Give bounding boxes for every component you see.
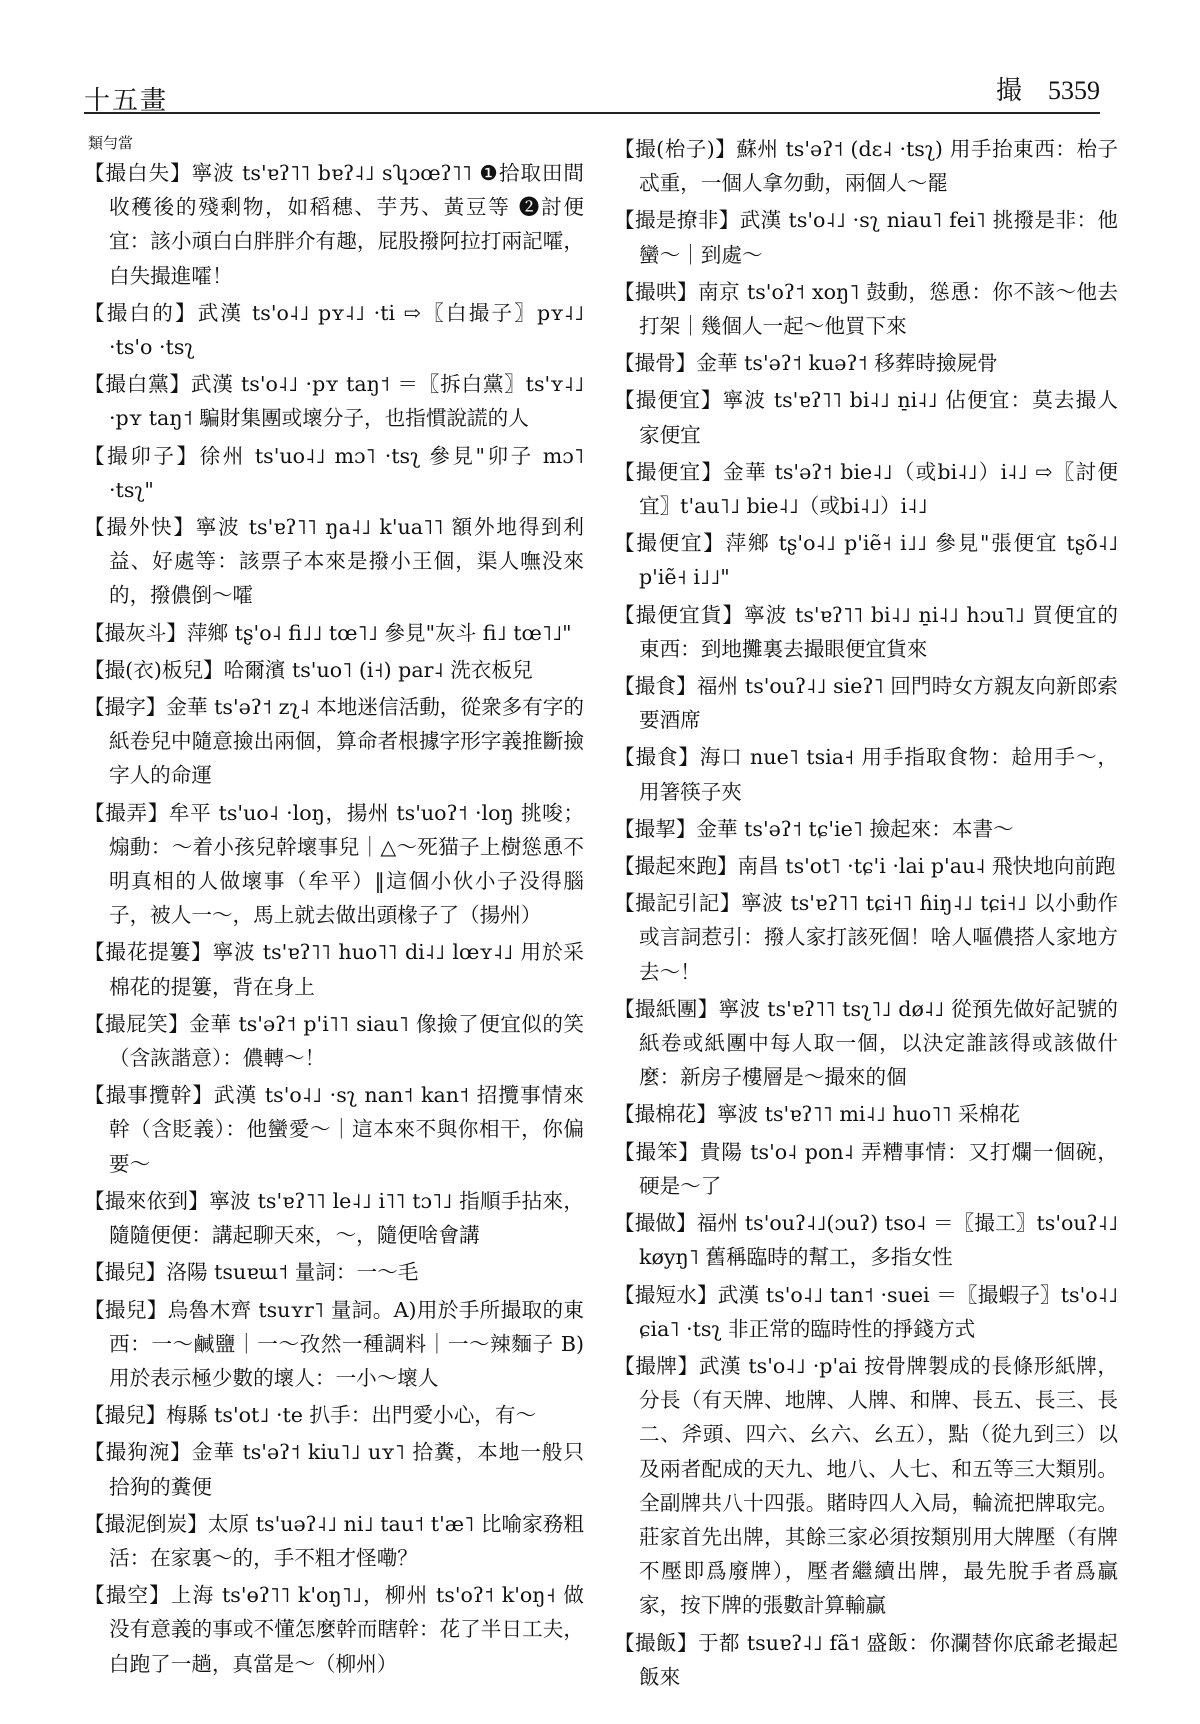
dictionary-entry: 【撮兒】梅縣 ts'ot˩ ·te 扒手：出門愛小心，有～ <box>84 1403 537 1428</box>
dictionary-entry: 【撮牌】武漢 ts'o˨˩ ·p'ai 按骨牌製成的長條形紙牌，分長（有天牌、地牌、人牌、和牌、長五、長三、長二、斧頭、四六、幺六、幺五），點（從九到三）以及兩者配成的天九、地八、人七、和五等三大類別。全副牌共八十四張。賭時四人入局，輪流把牌取完。莊家首先出牌，其餘三家必須按類別用大牌壓（有牌不壓即爲廢牌），壓者繼續出牌，最先脫手者爲贏家，按下牌的張數計算輸贏 <box>614 1353 1118 1618</box>
dictionary-entry: 【撮白黨】武漢 ts'o˨˩ ·pʏ taŋ˦ ＝〖拆白黨〗ts'ʏ˨˩ ·pʏ taŋ˦ 騙財集團或壞分子，也指慣說謊的人 <box>84 372 584 431</box>
dictionary-entry: 【撮是撩非】武漢 ts'o˨˩ ·sʅ niau˥ fei˥ 挑撥是非：他蠻～｜到處～ <box>614 208 1118 267</box>
dictionary-entry: 【撮骨】金華 ts'əʔ˦ kuəʔ˦ 移葬時撿屍骨 <box>614 351 998 376</box>
dictionary-entry: 【撮泥倒炭】太原 ts'uəʔ˨˩ ni˩ tau˦ t'æ˥ 比喻家務粗活：在家裏～的，手不粗才怪嘞？ <box>84 1511 584 1570</box>
dictionary-entry: 【撮白的】武漢 ts'o˨˩ pʏ˨˩ ·ti ⇨〖白撮子〗pʏ˨˩ ·ts'o ·tsʅ <box>84 300 584 360</box>
dictionary-entry: 【撮飯】于都 tsuɐʔ˨˩ fã˦ 盛飯：你瀾替你底爺老撮起飯來 <box>614 1630 1118 1689</box>
dictionary-entry: 【撮花提簍】寧波 ts'ɐʔ˥˥ huo˥˥ di˨˩ lœʏ˨˩ 用於采棉花的提簍，背在身上 <box>84 940 584 999</box>
dictionary-entry: 【撮字】金華 ts'əʔ˦ zʅ˨ 本地迷信活動，從衆多有字的紙卷兒中隨意撿出兩個，算命者根據字形字義推斷撿字人的命運 <box>84 695 584 788</box>
dictionary-entry: 【撮白失】寧波 ts'ɐʔ˥˥ bɐʔ˨˩ sʮɔœʔ˥˥ ❶拾取田間收穫後的殘剩物，如稻穗、芋艿、黃豆等 ❷討便宜：該小頑白白胖胖介有趣，屁股撥阿拉打兩記嚯，白失撮進嚯！ <box>84 161 584 288</box>
left-column <box>84 132 584 1712</box>
dictionary-entry: 【撮事攬幹】武漢 ts'o˨˩ ·sʅ nan˦ kan˦ 招攬事情來幹（含貶義）：他蠻愛～｜這本來不與你相干，你偏要～ <box>84 1083 584 1176</box>
dictionary-entry: 【撮(衣)板兒】哈爾濱 ts'uo˥ (i˧) par˨ 洗衣板兒 <box>84 657 533 682</box>
dictionary-entry: 【撮起來跑】南昌 ts'ot˥ ·tɕ'i ·lai p'au˨ 飛快地向前跑 <box>614 854 1116 879</box>
dictionary-entry: 【撮兒】洛陽 tsuɐɯ˦ 量詞：一～毛 <box>84 1260 419 1285</box>
dictionary-entry: 【撮屁笑】金華 ts'əʔ˦ p'i˥˥ siau˥ 像撿了便宜似的笑（含詼諧意）：儂轉～！ <box>84 1011 584 1071</box>
dictionary-entry: 【撮外快】寧波 ts'ɐʔ˥˥ ŋa˨˩ k'ua˥˥ 額外地得到利益、好處等：該票子本來是撥小王個，渠人嘸没來的，撥儂倒～嚯 <box>84 515 584 608</box>
dictionary-entry: 【撮挈】金華 ts'əʔ˦ tɕ'ie˥ 撿起來：本書～ <box>614 816 1014 841</box>
dictionary-entry: 【撮狗涴】金華 ts'əʔ˦ kiu˥˩ uʏ˥ 拾糞，本地一般只拾狗的糞便 <box>84 1440 584 1499</box>
dictionary-entry: 【撮紙團】寧波 ts'ɐʔ˥˥ tsʅ˥˩ dø˨˩ 從預先做好記號的紙卷或紙團中每人取一個，以決定誰該得或該做什麼：新房子樓層是～撮來的個 <box>614 996 1118 1090</box>
dictionary-entry: 【撮來依到】寧波 ts'ɐʔ˥˥ le˨˩ i˥˥ tɔ˥˩ 指順手拈來，隨隨便便：講起聊天來，～，隨便啥會講 <box>84 1188 584 1248</box>
dictionary-entry: 【撮短水】武漢 ts'o˨˩ tan˦ ·suei ＝〖撮蝦子〗ts'o˨˩ ɕia˥ ·tsʅ 非正常的臨時性的掙錢方式 <box>614 1282 1118 1341</box>
dictionary-entry: 【撮記引記】寧波 ts'ɐʔ˥˥ tɕi˧˥ ɦiŋ˨˩ tɕi˧˩ 以小動作或言詞惹引：撥人家打該死個！啥人嘔儂搭人家地方去～！ <box>614 891 1118 984</box>
page-header <box>84 62 1100 114</box>
dictionary-entry: 【撮便宜】金華 ts'əʔ˦ bie˨˩（或bi˨˩）i˨˩ ⇨〖討便宜〗t'au˥˩ bie˨˩（或bi˨˩）i˨˩ <box>614 459 1118 519</box>
dictionary-entry: 【撮笨】貴陽 ts'o˨ pon˨ 弄糟事情：又打爛一個碗，硬是～了 <box>614 1139 1118 1198</box>
continuation-text: 類勻當 <box>88 134 134 152</box>
dictionary-entry: 【撮灰斗】萍鄉 tʂ'o˨ fi˩˩ tœ˥˩ 參見"灰斗 fi˩ tœ˥˩" <box>84 620 572 645</box>
dictionary-entry: 【撮便宜】萍鄉 tʂ'o˨˩ p'iẽ˧ i˩˩ 參見"張便宜 tʂõ˨˩ p'iẽ˧ i˩˩" <box>614 531 1118 590</box>
dictionary-entry: 【撮便宜貨】寧波 ts'ɐʔ˥˥ bi˨˩ n̠i˨˩ hɔu˥˩ 買便宜的東西：到地攤裏去撮眼便宜貨來 <box>614 602 1118 661</box>
right-column <box>614 132 1118 1712</box>
dictionary-entry: 【撮弄】牟平 ts'uo˨ ·loŋ，揚州 ts'uoʔ˦ ·loŋ 挑唆；煽動：～着小孩兒幹壞事兒｜△～死猫子上樹慫恿不明真相的人做壞事（牟平）‖這個小伙小子没得腦子，被人一～，馬上就去做出頭椽子了（揚州） <box>84 800 584 928</box>
dictionary-entry: 【撮做】福州 ts'ouʔ˨˩(ɔuʔ) tso˨ ＝〖撮工〗ts'ouʔ˨˩ køyŋ˥ 舊稱臨時的幫工，多指女性 <box>614 1211 1118 1270</box>
page-number: 5359 <box>1048 76 1100 105</box>
dictionary-entry: 【撮食】海口 nue˥ tsia˧ 用手指取食物：䞩用手～，用箸筷子夾 <box>614 745 1118 804</box>
dictionary-entry: 【撮食】福州 ts'ouʔ˨˩ sieʔ˥ 回門時女方親友向新郎索要酒席 <box>614 674 1118 733</box>
head-character: 撮 <box>995 76 1022 106</box>
dictionary-entry: 【撮便宜】寧波 ts'ɐʔ˥˥ bi˨˩ n̠i˨˩ 佔便宜：莫去撮人家便宜 <box>614 388 1118 447</box>
dictionary-entry: 【撮棉花】寧波 ts'ɐʔ˥˥ mi˨˩ huo˥˥ 采棉花 <box>614 1102 1020 1127</box>
dictionary-entry: 【撮(枱子)】蘇州 ts'əʔ˦ (dɛ˨ ·tsʅ) 用手抬東西：枱子忒重，一個人拿勿動，兩個人～罷 <box>614 137 1118 196</box>
section-label: 十五畫 <box>84 86 169 116</box>
dictionary-entry: 【撮卯子】徐州 ts'uo˨˩ mɔ˥ ·tsʅ 參見"卯子 mɔ˥ ·tsʅ" <box>84 443 584 502</box>
page-heading <box>996 70 1100 107</box>
dictionary-entry: 【撮空】上海 ts'ɵʔ˥˥ k'oŋ˥˩，柳州 ts'oʔ˦ k'oŋ˧ 做没有意義的事或不懂怎麼幹而瞎幹：花了半日工夫，白跑了一趟，真當是～（柳州） <box>84 1583 584 1676</box>
dictionary-entry: 【撮哄】南京 ts'oʔ˦ xoŋ˥ 鼓動，慫恿：你不該～他去打架｜幾個人一起～他買下來 <box>614 279 1118 339</box>
dictionary-entry: 【撮兒】烏魯木齊 tsuʏr˥ 量詞。A)用於手所撮取的東西：一～鹹鹽｜一～孜然一種調料｜一～辣麵子 B)用於表示極少數的壞人：一小～壞人 <box>84 1297 584 1390</box>
